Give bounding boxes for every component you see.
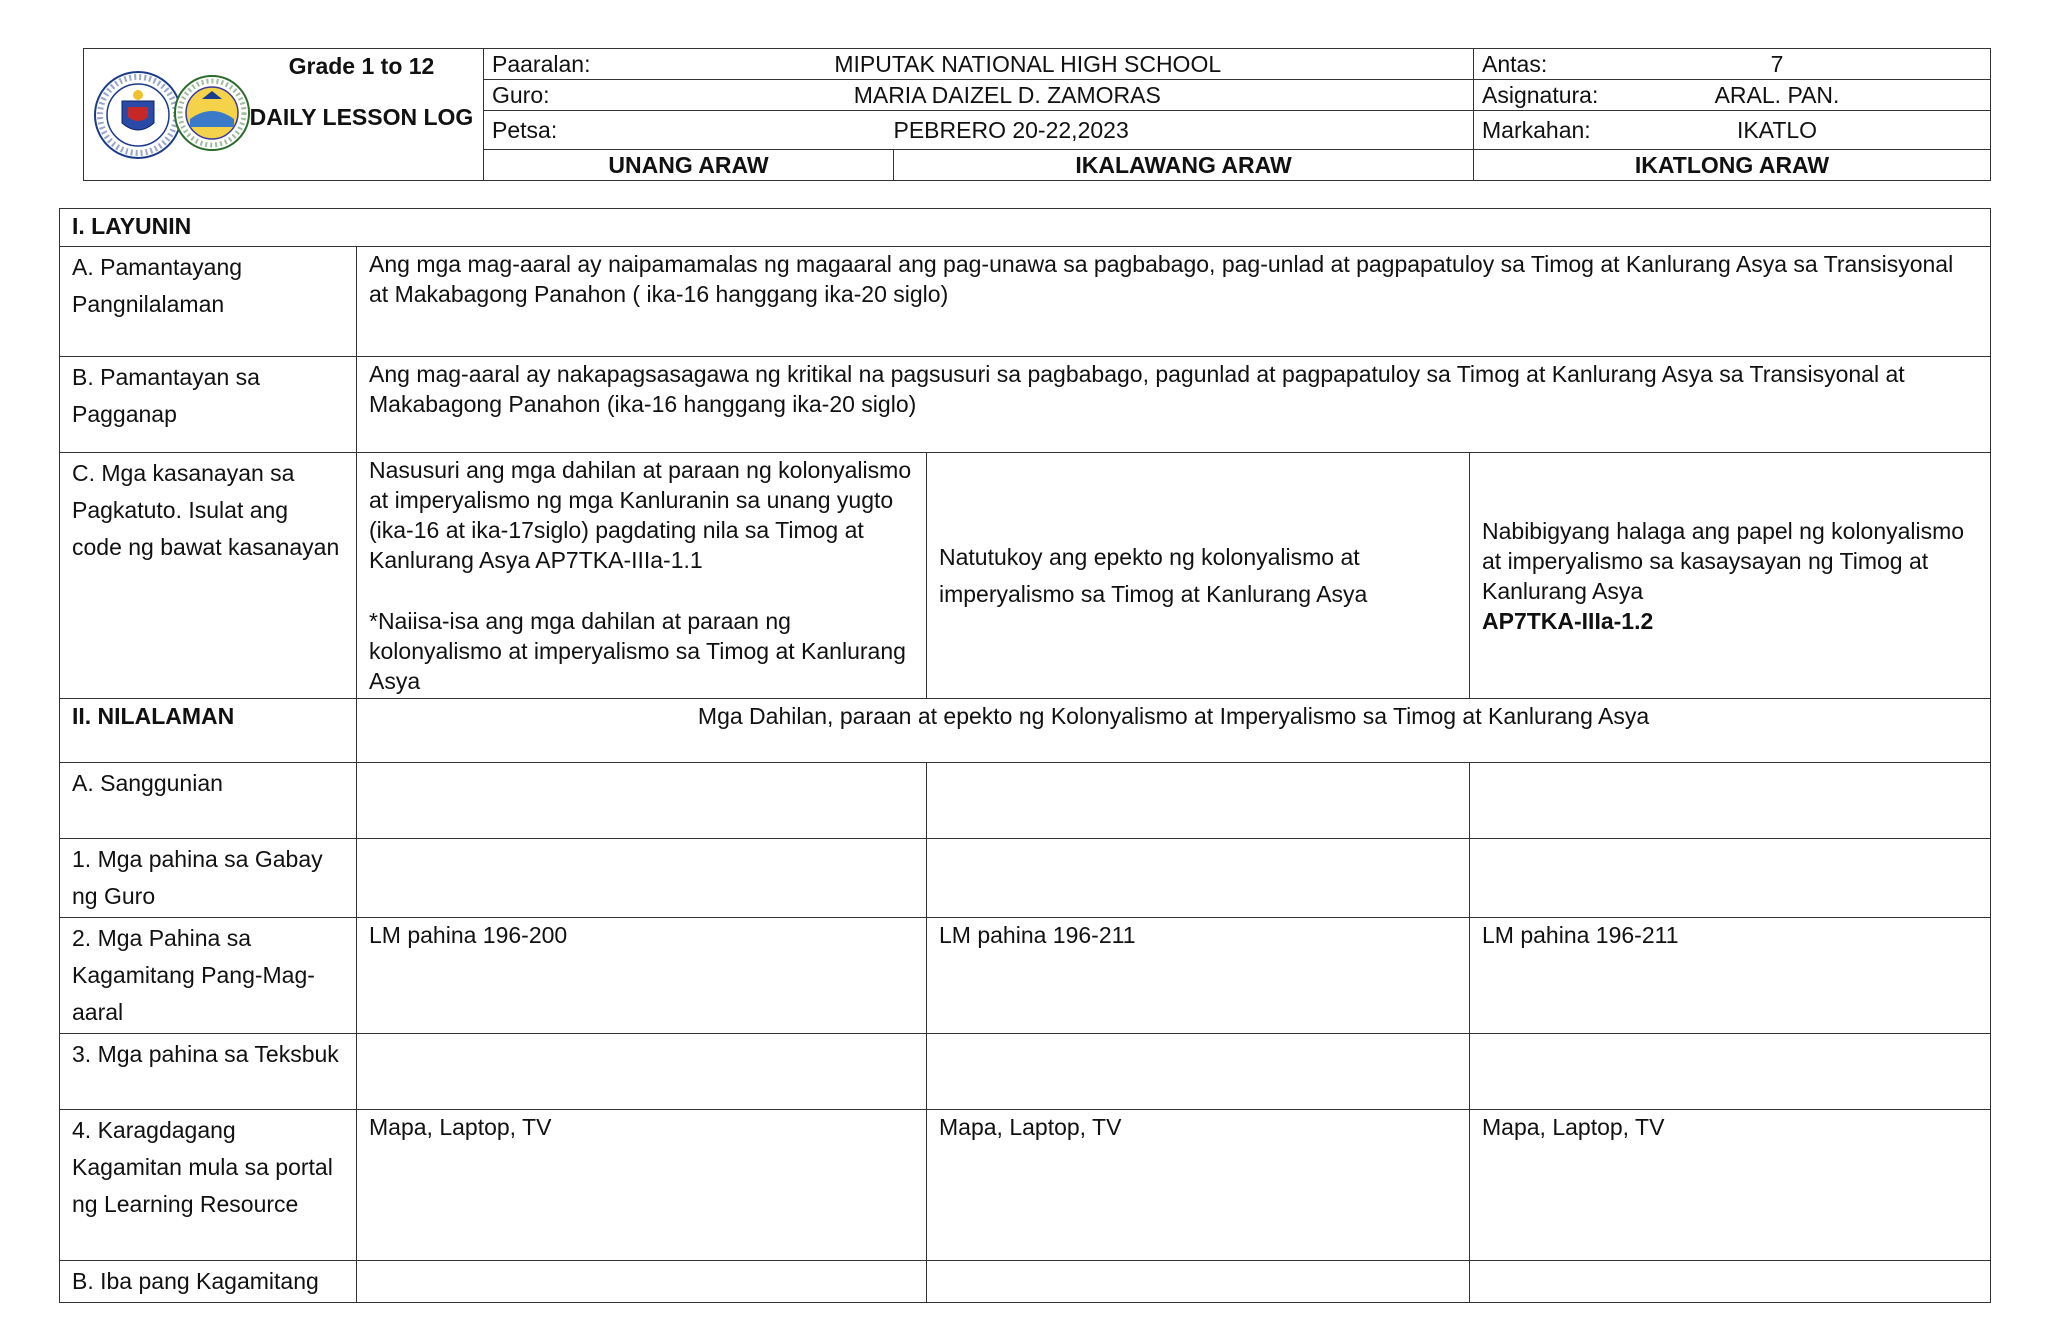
row-label-pamantayan-pagganap: B. Pamantayan sa Pagganap (60, 357, 357, 453)
kasanayan-day2: Natutukoy ang epekto ng kolonyalismo at imperyalismo sa Timog at Kanlurang Asya (927, 453, 1470, 699)
teacher-label: Guro: (492, 81, 550, 108)
subject-label: Asignatura: (1482, 81, 1599, 108)
row-label-teksbuk: 3. Mga pahina sa Teksbuk (60, 1034, 357, 1110)
level-value: 7 (1770, 50, 1784, 77)
quarter-label: Markahan: (1482, 116, 1591, 143)
karagdagan-day2: Mapa, Laptop, TV (927, 1110, 1470, 1261)
section-layunin: I. LAYUNIN (60, 209, 1991, 247)
school-seal-icon (175, 76, 249, 150)
date-label: Petsa: (492, 116, 558, 143)
row-value-pamantayan-pagganap: Ang mag-aaral ay nakapagsasagawa ng kritikal na pagsusuri sa pagbabago, pagunlad at pagpapatuloy sa Timog at Kanlurang Asya sa Transisyonal at Makabagong Panahon (ika-16 hanggang ika-20 siglo) (357, 357, 1991, 453)
seal-title (249, 49, 474, 180)
teacher-value: MARIA DAIZEL D. ZAMORAS (853, 81, 1161, 108)
deped-seal-icon (95, 72, 181, 158)
kasanayan-day3 (1470, 453, 1991, 699)
row-label-kagamitang-pang-mag-aaral: 2. Mga Pahina sa Kagamitang Pang-Mag-aaral (60, 918, 357, 1034)
lm-day2: LM pahina 196-211 (927, 918, 1470, 1034)
lm-day1: LM pahina 196-200 (357, 918, 927, 1034)
iba-day3 (1470, 1261, 1991, 1303)
lm-day3: LM pahina 196-211 (1470, 918, 1991, 1034)
teksbuk-day1 (357, 1034, 927, 1110)
section-nilalaman: II. NILALAMAN (60, 699, 357, 763)
school-cell (484, 49, 1474, 80)
header-logo-cell (84, 49, 484, 181)
gabay-day3 (1470, 839, 1991, 918)
level-cell (1474, 49, 1991, 80)
date-value: PEBRERO 20-22,2023 (893, 116, 1129, 143)
daily-lesson-log-title: DAILY LESSON LOG (249, 104, 474, 130)
lesson-table (59, 208, 1991, 1303)
kasanayan-day1-note: *Naiisa-isa ang mga dahilan at paraan ng kolonyalismo at imperyalismo sa Timog at Kanlurang Asya (369, 608, 906, 694)
row-label-gabay-guro: 1. Mga pahina sa Gabay ng Guro (60, 839, 357, 918)
kasanayan-day1-main: Nasusuri ang mga dahilan at paraan ng kolonyalismo at imperyalismo ng mga Kanluranin sa unang yugto (ika-16 at ika-17siglo) pagdating nila sa Timog at Kanlurang Asya AP7TKA-IIIa-1.1 (369, 457, 912, 573)
row-label-pamantayang-pangnilalaman: A. Pamantayang Pangnilalaman (60, 247, 357, 357)
teacher-cell (484, 80, 1474, 111)
day3-header: IKATLONG ARAW (1474, 150, 1991, 181)
karagdagan-day3: Mapa, Laptop, TV (1470, 1110, 1991, 1261)
sanggunian-day2 (927, 763, 1470, 839)
subject-value: ARAL. PAN. (1714, 81, 1840, 108)
day2-header: IKALAWANG ARAW (894, 150, 1474, 181)
quarter-value: IKATLO (1736, 116, 1818, 143)
iba-day2 (927, 1261, 1470, 1303)
row-label-kasanayan: C. Mga kasanayan sa Pagkatuto. Isulat ang code ng bawat kasanayan (60, 453, 357, 699)
header-table (83, 48, 1991, 181)
deped-seals (84, 49, 254, 180)
gabay-day2 (927, 839, 1470, 918)
row-label-karagdagang-kagamitan: 4. Karagdagang Kagamitan mula sa portal ng Learning Resource (60, 1110, 357, 1261)
row-value-pamantayang-pangnilalaman: Ang mga mag-aaral ay naipamamalas ng magaaral ang pag-unawa sa pagbabago, pag-unlad at pagpapatuloy sa Timog at Kanlurang Asya sa Transisyonal at Makabagong Panahon ( ika-16 hanggang ika-20 siglo) (357, 247, 1991, 357)
school-value: MIPUTAK NATIONAL HIGH SCHOOL (834, 50, 1222, 77)
kasanayan-day1 (357, 453, 927, 699)
kasanayan-day3-code: AP7TKA-IIIa-1.2 (1482, 607, 1654, 634)
iba-day1 (357, 1261, 927, 1303)
date-cell (484, 111, 1474, 150)
nilalaman-value: Mga Dahilan, paraan at epekto ng Kolonyalismo at Imperyalismo sa Timog at Kanlurang Asya (357, 699, 1991, 763)
sanggunian-day3 (1470, 763, 1991, 839)
kasanayan-day3-text: Nabibigyang halaga ang papel ng kolonyalismo at imperyalismo sa kasaysayan ng Timog at Kanlurang Asya (1482, 517, 1965, 604)
gabay-day1 (357, 839, 927, 918)
sanggunian-day1 (357, 763, 927, 839)
subject-cell (1474, 80, 1991, 111)
teksbuk-day3 (1470, 1034, 1991, 1110)
quarter-cell (1474, 111, 1991, 150)
row-label-sanggunian: A. Sanggunian (60, 763, 357, 839)
day1-header: UNANG ARAW (484, 150, 894, 181)
row-label-iba-pang-kagamitan: B. Iba pang Kagamitang (60, 1261, 357, 1303)
karagdagan-day1: Mapa, Laptop, TV (357, 1110, 927, 1261)
grade-label: Grade 1 to 12 (288, 53, 435, 79)
school-label: Paaralan: (492, 50, 591, 77)
teksbuk-day2 (927, 1034, 1470, 1110)
level-label: Antas: (1482, 50, 1548, 77)
